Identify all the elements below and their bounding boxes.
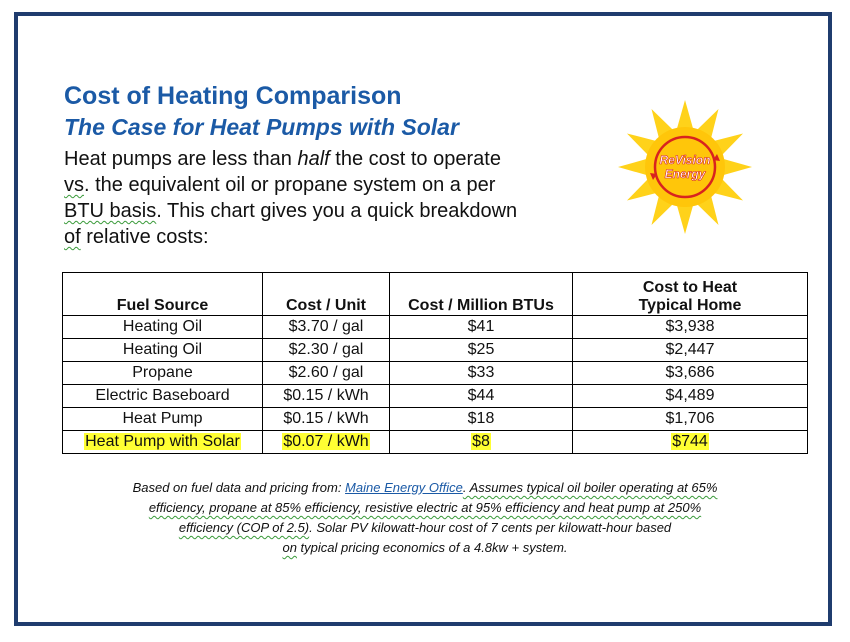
- heating-cost-table: [62, 272, 808, 454]
- footnote-text-g: typical pricing economics of a 4.8kw + system.: [296, 540, 568, 555]
- table-row: [63, 362, 808, 385]
- intro-text-2: the cost to operate: [329, 148, 501, 170]
- footnote-text-c: efficiency, propane at 85% efficiency, resistive electric at 95% efficiency and heat pump at 250%: [148, 500, 702, 515]
- cell-home-cost: $2,447: [573, 339, 808, 362]
- page-subtitle: The Case for Heat Pumps with Solar: [64, 114, 459, 140]
- revision-energy-logo: [610, 92, 760, 242]
- cell-unit-cost: $3.70 / gal: [263, 316, 390, 339]
- cell-fuel: Heating Oil: [63, 339, 263, 362]
- footnote-text-f: on: [282, 540, 297, 555]
- cell-home-cost: $3,686: [573, 362, 808, 385]
- intro-paragraph: [64, 146, 584, 250]
- cell-fuel: Propane: [63, 362, 263, 385]
- highlight-home-cost: $744: [672, 433, 708, 450]
- cell-unit-cost: $2.60 / gal: [263, 362, 390, 385]
- table-row: [63, 316, 808, 339]
- header-cost-unit: Cost / Unit: [263, 273, 390, 316]
- intro-text-5: relative costs:: [80, 226, 209, 248]
- highlight-fuel: Heat Pump with Solar: [85, 433, 240, 450]
- intro-emphasis: half: [297, 148, 330, 170]
- logo-text-line2: Energy: [664, 167, 706, 181]
- cell-btu-cost: $44: [390, 385, 573, 408]
- intro-text-4: . This chart gives you a quick breakdown: [156, 200, 518, 222]
- footnote: [60, 478, 790, 558]
- cell-btu-cost: [390, 431, 573, 454]
- table-row-highlighted: [63, 431, 808, 454]
- cell-btu-cost: $41: [390, 316, 573, 339]
- header-fuel-source: Fuel Source: [63, 273, 263, 316]
- logo-text-line1: ReVision: [659, 153, 711, 167]
- intro-btu: BTU basis: [64, 200, 157, 222]
- table-row: [63, 385, 808, 408]
- cell-btu-cost: $33: [390, 362, 573, 385]
- cell-fuel: Electric Baseboard: [63, 385, 263, 408]
- header-cost-to-heat-line2: Typical Home: [638, 297, 742, 314]
- header-cost-to-heat: [573, 273, 808, 316]
- footnote-text-e: . Solar PV kilowatt-hour cost of 7 cents per kilowatt-hour based: [309, 520, 672, 535]
- cell-btu-cost: $25: [390, 339, 573, 362]
- page-title: Cost of Heating Comparison: [64, 82, 402, 110]
- table-row: [63, 339, 808, 362]
- cell-unit-cost: $0.15 / kWh: [263, 408, 390, 431]
- footnote-text-d: efficiency (COP of 2.5): [178, 520, 310, 535]
- highlight-unit-cost: $0.07 / kWh: [283, 433, 369, 450]
- cell-unit-cost: $2.30 / gal: [263, 339, 390, 362]
- cell-btu-cost: $18: [390, 408, 573, 431]
- table-header-row: [63, 273, 808, 316]
- intro-vs: vs: [64, 174, 84, 196]
- highlight-btu-cost: $8: [472, 433, 490, 450]
- footnote-text-a: Based on fuel data and pricing from:: [132, 480, 346, 495]
- table-row: [63, 408, 808, 431]
- cell-unit-cost: [263, 431, 390, 454]
- cell-fuel: Heat Pump: [63, 408, 263, 431]
- cell-home-cost: $1,706: [573, 408, 808, 431]
- maine-energy-office-link[interactable]: Maine Energy Office: [345, 480, 463, 495]
- cell-home-cost: $3,938: [573, 316, 808, 339]
- cell-fuel: [63, 431, 263, 454]
- cell-home-cost: $4,489: [573, 385, 808, 408]
- cell-home-cost: [573, 431, 808, 454]
- intro-text-3: . the equivalent oil or propane system on a per: [84, 174, 496, 196]
- cell-fuel: Heating Oil: [63, 316, 263, 339]
- header-cost-million-btu: Cost / Million BTUs: [390, 273, 573, 316]
- header-cost-to-heat-line1: Cost to Heat: [642, 279, 738, 296]
- cell-unit-cost: $0.15 / kWh: [263, 385, 390, 408]
- footnote-text-b: . Assumes typical oil boiler operating at 65%: [462, 480, 718, 495]
- intro-of: of: [64, 226, 81, 248]
- intro-text-1: Heat pumps are less than: [64, 148, 298, 170]
